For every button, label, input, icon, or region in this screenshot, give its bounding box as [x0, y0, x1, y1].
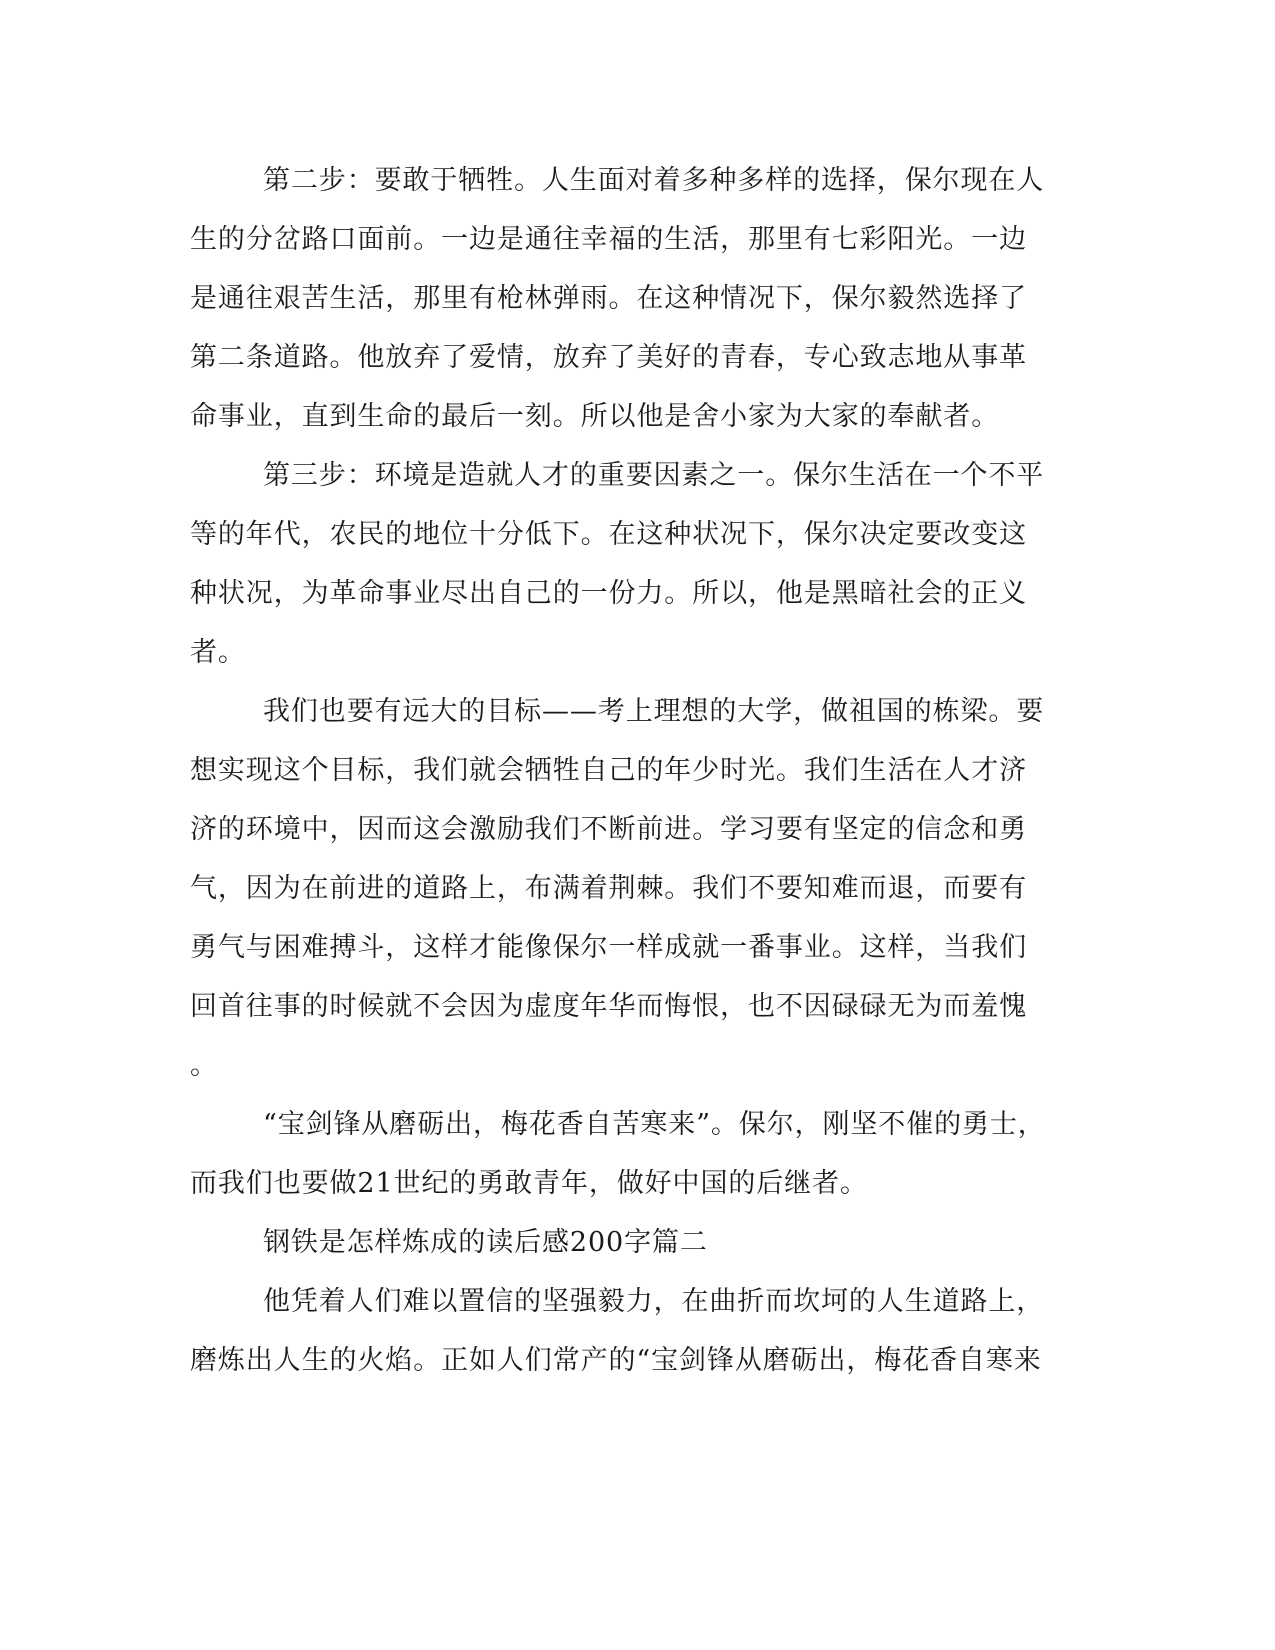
text-line: 生的分岔路口面前。一边是通往幸福的生活，那里有七彩阳光。一边 — [190, 224, 1027, 255]
text-line: 等的年代，农民的地位十分低下。在这种状况下，保尔决定要改变这 — [190, 519, 1027, 550]
text-line: 第二条道路。他放弃了爱情，放弃了美好的青春，专心致志地从事革 — [190, 342, 1027, 373]
text-line: 是通往艰苦生活，那里有枪林弹雨。在这种情况下，保尔毅然选择了 — [190, 283, 1027, 314]
text-line: 他凭着人们难以置信的坚强毅力，在曲折而坎坷的人生道路上， — [263, 1286, 1045, 1317]
text-line: 第二步：要敢于牺牲。人生面对着多种多样的选择，保尔现在人 — [263, 165, 1045, 196]
text-line: 种状况，为革命事业尽出自己的一份力。所以，他是黑暗社会的正义 — [190, 578, 1027, 609]
text-line: 气，因为在前进的道路上，布满着荆棘。我们不要知难而退，而要有 — [190, 873, 1027, 904]
text-line: 济的环境中，因而这会激励我们不断前进。学习要有坚定的信念和勇 — [190, 814, 1027, 845]
text-line: 磨炼出人生的火焰。正如人们常产的“宝剑锋从磨砺出，梅花香自寒来 — [190, 1345, 1042, 1376]
text-line: 命事业，直到生命的最后一刻。所以他是舍小家为大家的奉献者。 — [190, 401, 1000, 432]
text-line: “宝剑锋从磨砺出，梅花香自苦寒来”。保尔，刚坚不催的勇士， — [263, 1109, 1046, 1140]
text-line: 第三步：环境是造就人才的重要因素之一。保尔生活在一个不平 — [263, 460, 1045, 491]
text-line: 而我们也要做21世纪的勇敢青年，做好中国的后继者。 — [190, 1168, 868, 1199]
text-line: 勇气与困难搏斗，这样才能像保尔一样成就一番事业。这样，当我们 — [190, 932, 1027, 963]
text-line: 想实现这个目标，我们就会牺牲自己的年少时光。我们生活在人才济 — [190, 755, 1027, 786]
text-line: 。 — [190, 1050, 218, 1081]
text-line: 回首往事的时候就不会因为虚度年华而悔恨，也不因碌碌无为而羞愧 — [190, 991, 1027, 1022]
section-heading: 钢铁是怎样炼成的读后感200字篇二 — [263, 1227, 708, 1258]
text-line: 我们也要有远大的目标——考上理想的大学，做祖国的栋梁。要 — [263, 696, 1045, 727]
text-line: 者。 — [190, 637, 246, 668]
